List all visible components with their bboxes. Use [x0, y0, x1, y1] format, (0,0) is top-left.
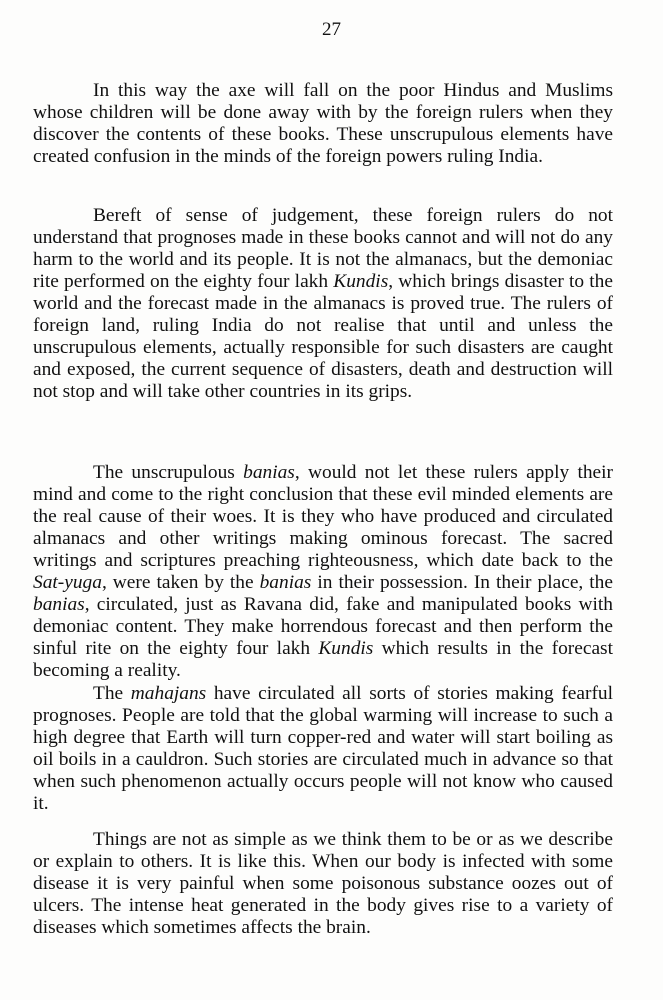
italic-term: mahajans — [130, 683, 207, 704]
italic-term: banias — [33, 594, 85, 615]
paragraph-text: in their possession. In their place, the — [311, 572, 613, 593]
paragraph-text: , were taken by the — [101, 572, 260, 593]
paragraph-text: The unscrupulous — [93, 462, 244, 483]
paragraph-text: , which brings disaster to the world and the forecast made in the almanacs is proved true. The rulers of foreign land, ruling India do not realise that until and unless the unscrupulous elements, actually responsible for such disasters are caught and exposed, the current sequence of disasters, death and destruction will not stop and will take other countries in its grips. — [33, 271, 613, 402]
italic-term: Kundis — [333, 271, 389, 292]
italic-term: banias — [243, 462, 295, 483]
italic-term: banias — [259, 572, 312, 593]
paragraph-5: Things are not as simple as we think them to be or as we describe or explain to others. It is like this. When our body is infected with some disease it is very painful when some poisonous substance oozes out of ulcers. The intense heat generated in the body gives rise to a variety of diseases which sometimes affects the brain. — [33, 829, 613, 938]
paragraph-4 — [33, 683, 613, 815]
page-number: 27 — [322, 19, 341, 40]
paragraph-1: In this way the axe will fall on the poor Hindus and Muslims whose children will be done away with by the foreign rulers when they discover the contents of these books. These unscrupulous elements have created confusion in the minds of the foreign powers ruling India. — [33, 80, 613, 167]
paragraph-text: , would not let these rulers apply their mind and come to the right conclusion that these evil minded elements are the real cause of their woes. It is they who have produced and circulated almanacs and other writings making ominous forecast. The sacred writings and scriptures preaching righteousness, which date back to the — [33, 462, 613, 571]
italic-term: Kundis — [318, 638, 374, 659]
paragraph-2 — [33, 205, 613, 403]
italic-term: Sat-yuga — [33, 572, 102, 593]
paragraph-text: have circulated all sorts of stories making fearful prognoses. People are told that the global warming will increase to such a high degree that Earth will turn copper-red and water will start boiling as oil boils in a cauldron. Such stories are circulated much in advance so that when such phenomenon actually occurs people will not know who caused it. — [33, 683, 613, 814]
paragraph-text: Bereft of sense of judgement, these foreign rulers do not understand that prognoses made in these books cannot and will not do any harm to the world and its people. It is not the almanacs, but the demoniac rite performed on the eighty four lakh — [33, 205, 613, 292]
paragraph-text: The — [93, 683, 131, 704]
paragraph-3 — [33, 462, 613, 682]
paragraph-text: which results in the forecast becoming a reality. — [33, 638, 613, 681]
paragraph-text: , circulated, just as Ravana did, fake and manipulated books with demoniac content. They make horrendous forecast and then perform the sinful rite on the eighty four lakh — [33, 594, 613, 659]
